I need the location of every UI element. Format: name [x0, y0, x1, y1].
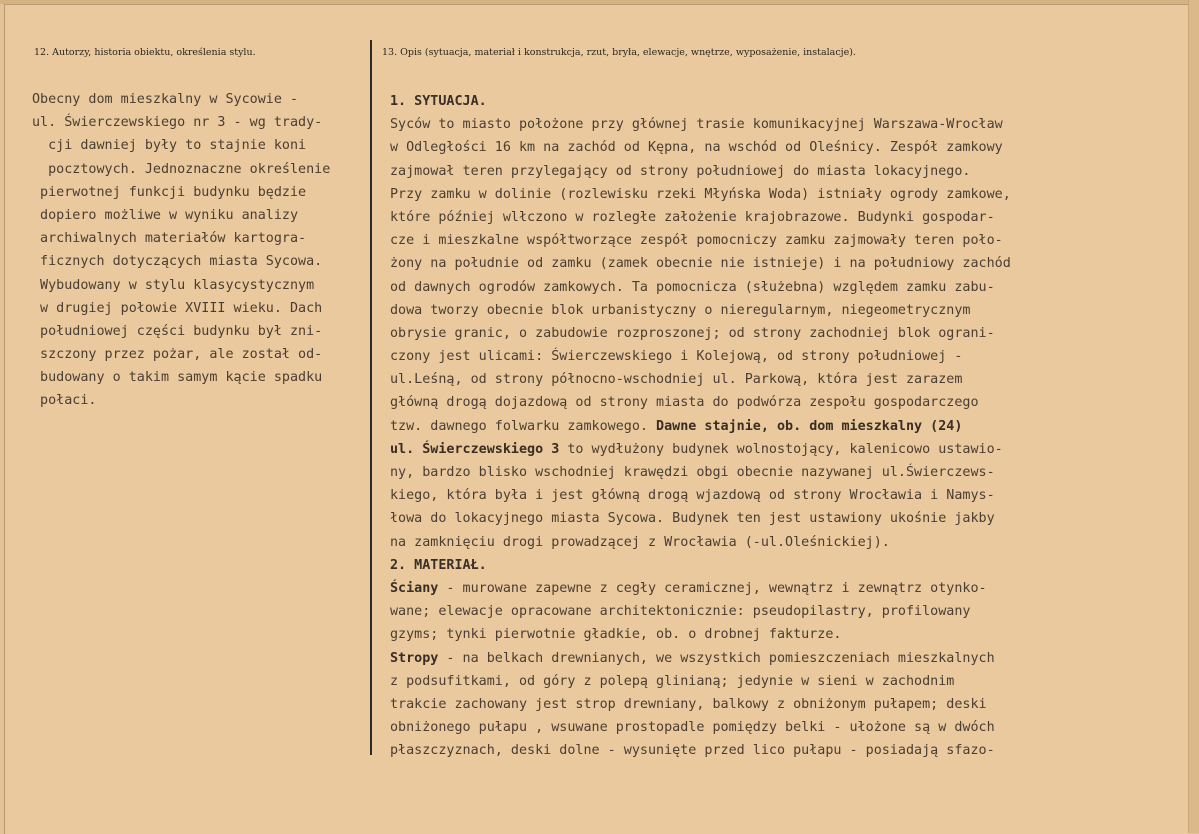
description-text-line: ul.Leśną, od strony północno-wschodniej ul. Parkową, która jest zarazem: [390, 372, 963, 388]
description-text-line: w Odległości 16 km na zachód od Kępna, na wschód od Oleśnicy. Zespół zamkowy: [390, 140, 1003, 156]
history-text-line: pierwotnej funkcji budynku będzie: [32, 184, 307, 200]
description-text-line: które później wlłczono w rozległe założenie krajobrazowe. Budynki gospodar-: [390, 209, 995, 225]
description-text-line: wane; elewacje opracowane architektonicznie: pseudopilastry, profilowany: [390, 604, 971, 620]
history-text-line: Wybudowany w stylu klasycystycznym: [32, 277, 315, 293]
history-text-line: południowej części budynku był zni-: [32, 323, 323, 339]
description-text-line: obrysie granic, o zabudowie rozproszonej; od strony zachodniej blok ograni-: [390, 325, 995, 341]
history-text-line: Obecny dom mieszkalny w Sycowie -: [32, 92, 299, 107]
section-heading: 2. MATERIAŁ.: [390, 557, 487, 573]
description-text-line: dowa tworzy obecnie blok urbanistyczny o nieregularnym, niegeometrycznym: [390, 302, 971, 318]
section-heading: 1. SYTUACJA.: [390, 94, 487, 109]
description-text-line: Syców to miasto położone przy głównej trasie komunikacyjnej Warszawa-Wrocław: [390, 117, 1003, 133]
history-text-line: ficznych dotyczących miasta Sycowa.: [32, 254, 323, 270]
description-text-column: [390, 90, 1011, 762]
description-text-line: gzyms; tynki pierwotnie gładkie, ob. o drobnej fakturze.: [390, 627, 842, 643]
description-text-line: ny, bardzo blisko wschodniej krawędzi obgi obecnie nazywanej ul.Świerczews-: [390, 465, 995, 480]
description-text-line: [390, 438, 1011, 461]
description-text-line: czony jest ulicami: Świerczewskiego i Kolejową, od strony południowej -: [390, 349, 963, 365]
history-text-line: szczony przez pożar, ale został od-: [32, 347, 323, 363]
history-text-line: w drugiej połowie XVIII wieku. Dach: [32, 300, 323, 316]
history-text-line: cji dawniej były to stajnie koni: [32, 138, 307, 154]
text-span: to wydłużony budynek wolnostojący, kalenicowo ustawio-: [559, 441, 1003, 457]
description-text-line: zajmował teren przylegający od strony południowej do miasta lokacyjnego.: [390, 163, 971, 179]
description-text-line: z podsufitkami, od góry z polepą glinianą; jedynie w sieni w zachodnim: [390, 673, 955, 689]
section-12-header: 12. Autorzy, historia obiektu, określenia stylu.: [34, 47, 256, 58]
history-text-line: dopiero możliwe w wyniku analizy: [32, 207, 299, 223]
description-text-line: żony na południe od zamku (zamek obecnie nie istnieje) i na południowy zachód: [390, 256, 1011, 272]
description-text-line: płaszczyznach, deski dolne - wysunięte przed lico pułapu - posiadają sfazo-: [390, 743, 995, 759]
bold-term: Dawne stajnie, ob. dom mieszkalny (24): [656, 418, 963, 434]
history-text-line: pocztowych. Jednoznaczne określenie: [32, 161, 331, 177]
description-text-line: [390, 647, 1011, 670]
bold-term: ul. Świerczewskiego 3: [390, 441, 560, 457]
description-text-line: łowa do lokacyjnego miasta Sycowa. Budynek ten jest ustawiony ukośnie jakby: [390, 511, 995, 527]
section-13-header: 13. Opis (sytuacja, materiał i konstrukcja, rzut, bryła, elewacje, wnętrze, wyposażenie, instalacje).: [382, 47, 856, 58]
bold-term: Ściany: [390, 580, 439, 596]
history-text-line: budowany o takim samym kącie spadku: [32, 370, 323, 386]
history-text-line: ul. Świerczewskiego nr 3 - wg trady-: [32, 115, 323, 131]
column-divider: [370, 40, 372, 755]
description-text-line: [390, 415, 1011, 438]
history-text-line: archiwalnych materiałów kartogra-: [32, 231, 307, 247]
description-text-line: kiego, która była i jest główną drogą wjazdową od strony Wrocławia i Namys-: [390, 488, 995, 504]
description-text-line: na zamknięciu drogi prowadzącej z Wrocławia (-ul.Oleśnickiej).: [390, 534, 890, 550]
text-span: - na belkach drewnianych, we wszystkich pomieszczeniach mieszkalnych: [438, 650, 995, 666]
description-text-line: [390, 577, 1011, 600]
description-text-line: trakcie zachowany jest strop drewniany, balkowy z obniżonym pułapem; deski: [390, 696, 987, 712]
sheet-edge: [1188, 0, 1199, 833]
description-text-line: Przy zamku w dolinie (rozlewisku rzeki Młyńska Woda) istniały ogrody zamkowe,: [390, 186, 1011, 202]
history-text-line: połaci.: [32, 393, 97, 409]
text-span: tzw. dawnego folwarku zamkowego.: [390, 418, 657, 434]
text-span: - murowane zapewne z cegły ceramicznej, wewnątrz i zewnątrz otynko-: [438, 580, 987, 596]
description-text-line: główną drogą dojazdową od strony miasta do podwórza zespołu gospodarczego: [390, 395, 979, 411]
description-text-line: obniżonego pułapu , wsuwane prostopadle pomiędzy belki - ułożone są w dwóch: [390, 720, 995, 736]
history-text-column: [32, 88, 330, 413]
bold-term: Stropy: [390, 650, 439, 666]
description-text-line: od dawnych ogrodów zamkowych. Ta pomocnicza (służebna) względem zamku zabu-: [390, 279, 995, 295]
description-text-line: cze i mieszkalne współtworzące zespół pomocniczy zamku zajmowały teren poło-: [390, 233, 1003, 249]
